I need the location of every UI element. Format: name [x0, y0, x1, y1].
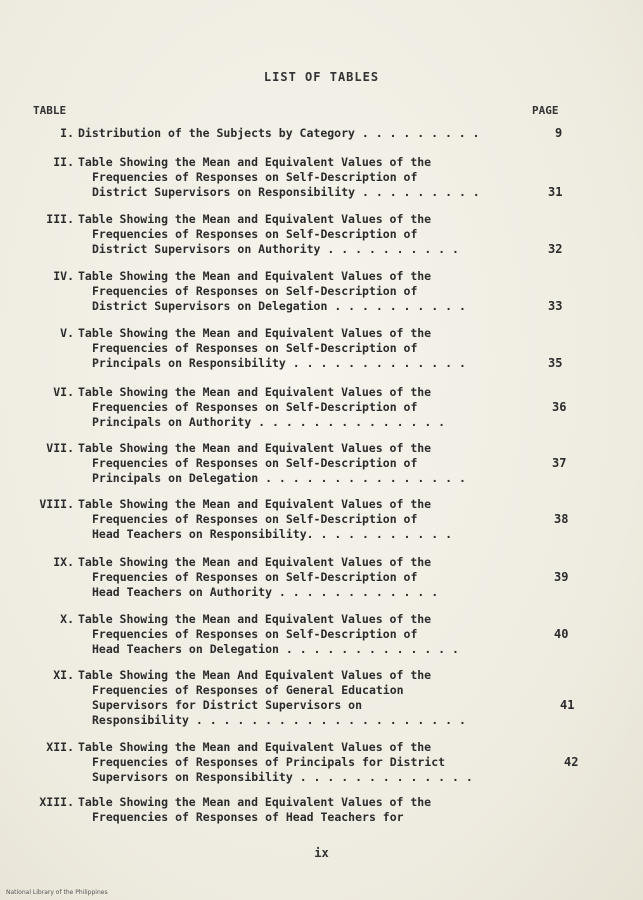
- table-title-line: Frequencies of Responses on Self-Description of: [92, 456, 418, 470]
- table-title-line: Frequencies of Responses of Principals for District: [92, 755, 446, 769]
- table-number: II.: [53, 155, 74, 169]
- table-number: VI.: [53, 385, 74, 399]
- table-page-number: 36: [552, 400, 567, 414]
- table-number: XI.: [53, 668, 74, 682]
- table-page-number: 35: [548, 356, 563, 370]
- table-title-line: Table Showing the Mean and Equivalent Values of the: [78, 555, 432, 569]
- table-title: [78, 795, 508, 825]
- table-number: VII.: [46, 441, 74, 455]
- table-number: XII.: [46, 740, 74, 754]
- table-number: IV.: [53, 269, 74, 283]
- table-title-line: Table Showing the Mean And Equivalent Values of the: [78, 668, 432, 682]
- table-title: [78, 668, 508, 728]
- table-title-line: Principals on Delegation . . . . . . . . . . . . . . .: [92, 471, 466, 485]
- table-page-number: 31: [548, 185, 563, 199]
- table-number: V.: [60, 326, 74, 340]
- table-title-line: Table Showing the Mean and Equivalent Values of the: [78, 497, 432, 511]
- table-title-line: Table Showing the Mean and Equivalent Values of the: [78, 385, 432, 399]
- table-title-line: Table Showing the Mean and Equivalent Values of the: [78, 740, 432, 754]
- table-title-line: Table Showing the Mean and Equivalent Values of the: [78, 612, 432, 626]
- table-title: [78, 555, 508, 600]
- table-number: I.: [60, 126, 74, 140]
- table-page-number: 40: [554, 627, 569, 641]
- table-page-number: 9: [555, 126, 563, 140]
- table-title-line: Principals on Authority . . . . . . . . . . . . . .: [92, 415, 446, 429]
- table-title: [78, 126, 508, 141]
- table-title: [78, 155, 508, 200]
- table-title-line: Responsibility . . . . . . . . . . . . . . . . . . . .: [92, 713, 466, 727]
- table-title-line: Frequencies of Responses on Self-Description of: [92, 570, 418, 584]
- table-title-line: Frequencies of Responses of Head Teachers for: [92, 810, 404, 824]
- table-title: [78, 385, 508, 430]
- table-title-line: Table Showing the Mean and Equivalent Values of the: [78, 212, 432, 226]
- table-title: [78, 441, 508, 486]
- table-title-line: Table Showing the Mean and Equivalent Values of the: [78, 326, 432, 340]
- table-page-number: 33: [548, 299, 563, 313]
- table-number: XIII.: [39, 795, 74, 809]
- table-title-line: Head Teachers on Delegation . . . . . . . . . . . . .: [92, 642, 459, 656]
- table-title: [78, 612, 508, 657]
- table-page-number: 37: [552, 456, 567, 470]
- library-stamp: National Library of the Philippines: [6, 889, 108, 896]
- table-title-line: Table Showing the Mean and Equivalent Values of the: [78, 441, 432, 455]
- table-title-line: District Supervisors on Delegation . . . . . . . . . .: [92, 299, 466, 313]
- table-title-line: Frequencies of Responses of General Education: [92, 683, 404, 697]
- table-title-line: Table Showing the Mean and Equivalent Values of the: [78, 795, 432, 809]
- table-title: [78, 326, 508, 371]
- table-title-line: Supervisors for District Supervisors on: [92, 698, 363, 712]
- table-title-line: Frequencies of Responses on Self-Description of: [92, 512, 418, 526]
- table-title-line: Frequencies of Responses on Self-Description of: [92, 170, 418, 184]
- table-column-label: TABLE: [33, 104, 67, 117]
- page-number: ix: [314, 846, 329, 860]
- table-title-line: Head Teachers on Authority . . . . . . . . . . . .: [92, 585, 439, 599]
- table-title-line: Distribution of the Subjects by Category . . . . . . . . .: [78, 126, 480, 140]
- table-page-number: 42: [564, 755, 579, 769]
- table-title-line: Frequencies of Responses on Self-Description of: [92, 284, 418, 298]
- table-title-line: Table Showing the Mean and Equivalent Values of the: [78, 269, 432, 283]
- table-title-line: Head Teachers on Responsibility. . . . . . . . . . .: [92, 527, 453, 541]
- table-page-number: 38: [554, 512, 569, 526]
- table-title: [78, 497, 508, 542]
- table-title: [78, 212, 508, 257]
- table-title-line: Frequencies of Responses on Self-Description of: [92, 627, 418, 641]
- table-title-line: Frequencies of Responses on Self-Description of: [92, 341, 418, 355]
- table-number: VIII.: [39, 497, 74, 511]
- table-title-line: Frequencies of Responses on Self-Description of: [92, 400, 418, 414]
- table-title-line: Supervisors on Responsibility . . . . . . . . . . . . .: [92, 770, 473, 784]
- table-title-line: Table Showing the Mean and Equivalent Values of the: [78, 155, 432, 169]
- table-title-line: Frequencies of Responses on Self-Description of: [92, 227, 418, 241]
- table-page-number: 32: [548, 242, 563, 256]
- table-title-line: District Supervisors on Authority . . . . . . . . . .: [92, 242, 459, 256]
- table-number: III.: [46, 212, 74, 226]
- table-title-line: Principals on Responsibility . . . . . . . . . . . . .: [92, 356, 466, 370]
- page-column-label: PAGE: [532, 104, 559, 117]
- table-number: IX.: [53, 555, 74, 569]
- table-page-number: 39: [554, 570, 569, 584]
- table-title: [78, 740, 508, 785]
- table-title: [78, 269, 508, 314]
- table-number: X.: [60, 612, 74, 626]
- table-page-number: 41: [560, 698, 575, 712]
- page-title: LIST OF TABLES: [263, 70, 380, 84]
- table-title-line: District Supervisors on Responsibility . . . . . . . . .: [92, 185, 480, 199]
